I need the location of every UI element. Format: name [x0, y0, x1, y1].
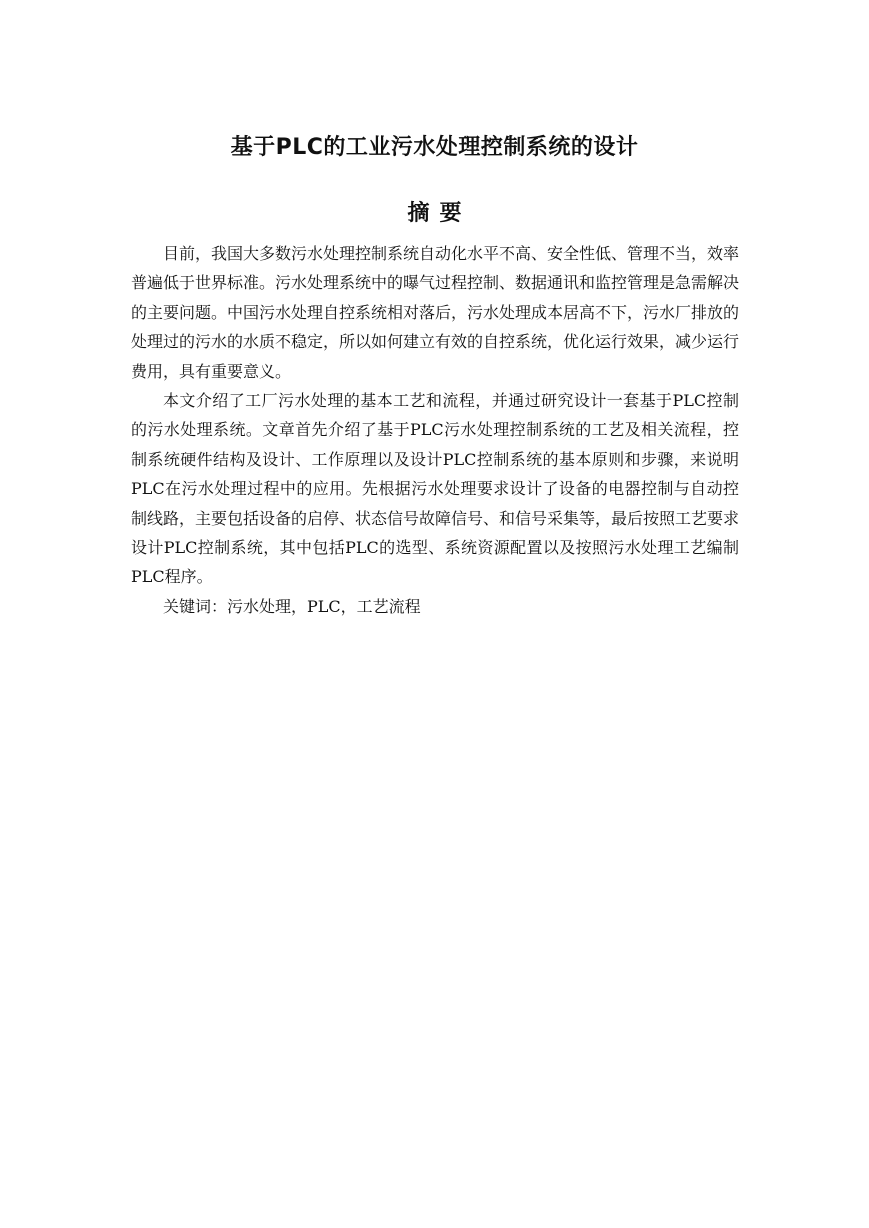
- abstract-paragraph-1: 目前，我国大多数污水处理控制系统自动化水平不高、安全性低、管理不当，效率普遍低于世界标准。污水处理系统中的曝气过程控制、数据通讯和监控管理是急需解决的主要问题。中国污水处理自控系统相对落后，污水处理成本居高不下，污水厂排放的处理过的污水的水质不稳定，所以如何建立有效的自控系统，优化运行效果，减少运行费用，具有重要意义。: [131, 244, 740, 381]
- abstract-heading: 摘要: [407, 201, 472, 226]
- keywords-line: 关键词：污水处理，PLC，工艺流程: [163, 596, 421, 616]
- abstract-paragraph-2: 本文介绍了工厂污水处理的基本工艺和流程，并通过研究设计一套基于PLC控制的污水处理系统。文章首先介绍了基于PLC污水处理控制系统的工艺及相关流程，控制系统硬件结构及设计、工作原理以及设计PLC控制系统的基本原则和步骤，来说明PLC在污水处理过程中的应用。先根据污水处理要求设计了设备的电器控制与自动控制线路，主要包括设备的启停、状态信号故障信号、和信号采集等，最后按照工艺要求设计PLC控制系统，其中包括PLC的选型、系统资源配置以及按照污水处理工艺编制PLC程序。: [131, 391, 740, 587]
- abstract-body: [131, 239, 739, 621]
- document-title: 基于PLC的工业污水处理控制系统的设计: [230, 135, 639, 160]
